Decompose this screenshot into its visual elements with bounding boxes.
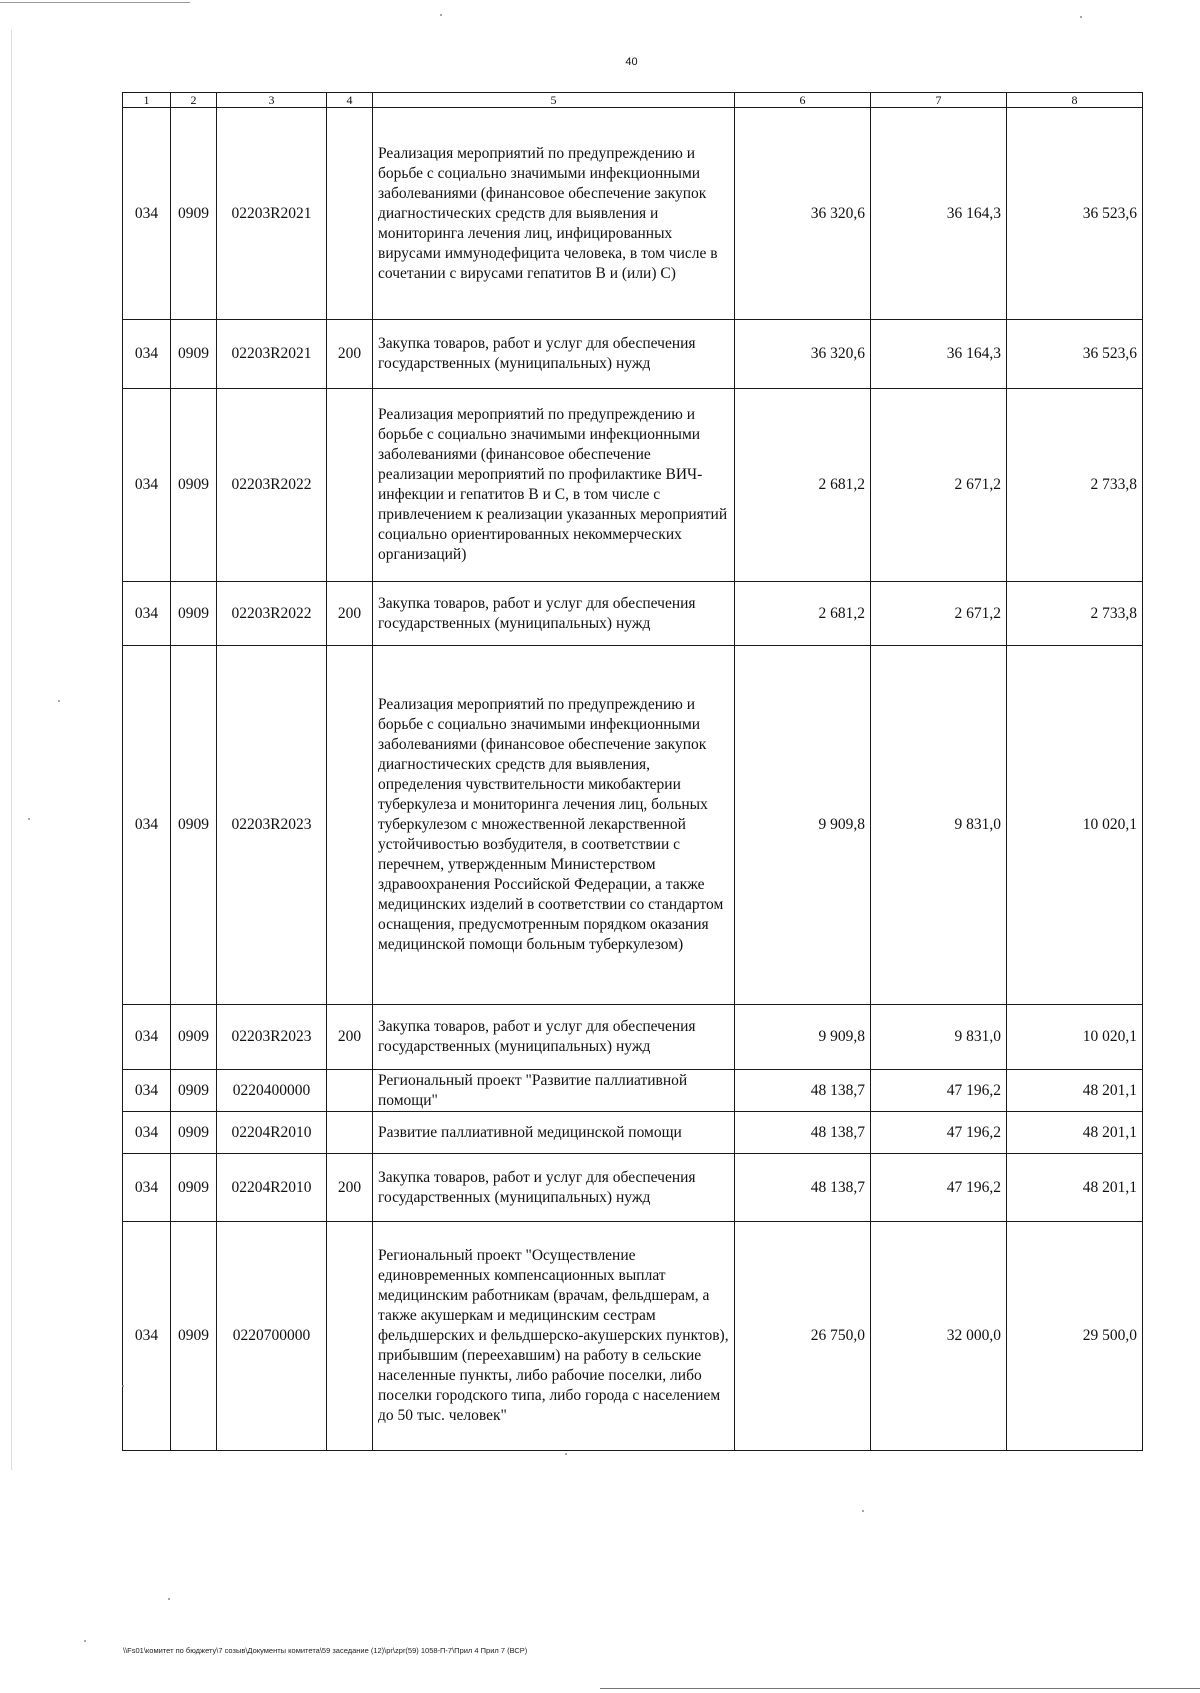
ministry-code: 034: [123, 1005, 171, 1070]
ministry-code: 034: [123, 108, 171, 320]
target-article-code: 02203R2023: [217, 1005, 327, 1070]
footer-file-path: \\Fs01\комитет по бюджету\7 созыв\Документы комитета\59 заседание (12)\pr\zpr(59) 1058-П-7\Прил 4 Прил 7 (ВСР): [123, 1646, 528, 1655]
column-number-header-row: [123, 93, 1143, 108]
amount-col-8: 29 500,0: [1007, 1222, 1143, 1451]
table-row: [123, 1222, 1143, 1451]
scan-speck: [84, 1640, 86, 1642]
amount-col-8: 10 020,1: [1007, 646, 1143, 1005]
scan-speck: [1080, 16, 1082, 18]
scan-artifact-top-line: [0, 2, 190, 3]
amount-col-7: 36 164,3: [871, 108, 1007, 320]
section-code: 0909: [171, 582, 217, 646]
amount-col-6: 48 138,7: [735, 1112, 871, 1154]
row-description: Закупка товаров, работ и услуг для обеспечения государственных (муниципальных) нужд: [373, 1005, 735, 1070]
table-row: [123, 108, 1143, 320]
scan-speck: [440, 14, 442, 16]
section-code: 0909: [171, 646, 217, 1005]
row-description: Региональный проект "Развитие паллиативной помощи": [373, 1070, 735, 1112]
header-col-7: 7: [871, 93, 1007, 108]
expense-type-code: 200: [327, 1154, 373, 1222]
ministry-code: 034: [123, 1112, 171, 1154]
table-row: [123, 646, 1143, 1005]
target-article-code: 02204R2010: [217, 1154, 327, 1222]
amount-col-6: 36 320,6: [735, 320, 871, 389]
amount-col-6: 2 681,2: [735, 389, 871, 582]
amount-col-7: 47 196,2: [871, 1070, 1007, 1112]
target-article-code: 02203R2022: [217, 582, 327, 646]
ministry-code: 034: [123, 1222, 171, 1451]
expense-type-code: 200: [327, 582, 373, 646]
scan-speck: [122, 1385, 124, 1387]
amount-col-8: 36 523,6: [1007, 108, 1143, 320]
amount-col-8: 48 201,1: [1007, 1070, 1143, 1112]
table-row: [123, 1112, 1143, 1154]
ministry-code: 034: [123, 646, 171, 1005]
expense-type-code: [327, 389, 373, 582]
table-row: [123, 1005, 1143, 1070]
section-code: 0909: [171, 320, 217, 389]
expense-type-code: [327, 108, 373, 320]
ministry-code: 034: [123, 1154, 171, 1222]
amount-col-7: 9 831,0: [871, 646, 1007, 1005]
table-row: [123, 582, 1143, 646]
scan-speck: [862, 1510, 864, 1512]
scan-speck: [58, 700, 60, 702]
header-col-4: 4: [327, 93, 373, 108]
budget-table: [122, 92, 1143, 1451]
page-number: 40: [625, 56, 638, 68]
amount-col-6: 2 681,2: [735, 582, 871, 646]
amount-col-6: 9 909,8: [735, 1005, 871, 1070]
amount-col-6: 48 138,7: [735, 1070, 871, 1112]
target-article-code: 02203R2021: [217, 320, 327, 389]
expense-type-code: [327, 1222, 373, 1451]
amount-col-8: 10 020,1: [1007, 1005, 1143, 1070]
section-code: 0909: [171, 1222, 217, 1451]
table-row: [123, 1070, 1143, 1112]
amount-col-8: 48 201,1: [1007, 1112, 1143, 1154]
amount-col-7: 2 671,2: [871, 389, 1007, 582]
scan-artifact-bottom-line: [600, 1688, 1200, 1689]
expense-type-code: 200: [327, 1005, 373, 1070]
table-row: [123, 320, 1143, 389]
amount-col-6: 9 909,8: [735, 646, 871, 1005]
target-article-code: 0220400000: [217, 1070, 327, 1112]
target-article-code: 0220700000: [217, 1222, 327, 1451]
scan-speck: [565, 1453, 567, 1455]
row-description: Реализация мероприятий по предупреждению и борьбе с социально значимыми инфекционными заболеваниями (финансовое обеспечение закупок диагностических средств для выявления и мониторинга лечения лиц, инфицированных вирусами иммунодефицита человека, в том числе в сочетании с вирусами гепатитов В и (или) С): [373, 108, 735, 320]
expense-type-code: 200: [327, 320, 373, 389]
ministry-code: 034: [123, 389, 171, 582]
target-article-code: 02204R2010: [217, 1112, 327, 1154]
header-col-6: 6: [735, 93, 871, 108]
row-description: Закупка товаров, работ и услуг для обеспечения государственных (муниципальных) нужд: [373, 320, 735, 389]
amount-col-7: 2 671,2: [871, 582, 1007, 646]
row-description: Закупка товаров, работ и услуг для обеспечения государственных (муниципальных) нужд: [373, 1154, 735, 1222]
row-description: Региональный проект "Осуществление единовременных компенсационных выплат медицинским работникам (врачам, фельдшерам, а также акушеркам и медицинским сестрам фельдшерских и фельдшерско-акушерских пунктов), прибывшим (переехавшим) на работу в сельские населенные пункты, либо рабочие поселки, либо поселки городского типа, либо города с населением до 50 тыс. человек": [373, 1222, 735, 1451]
header-col-3: 3: [217, 93, 327, 108]
amount-col-6: 48 138,7: [735, 1154, 871, 1222]
amount-col-7: 32 000,0: [871, 1222, 1007, 1451]
amount-col-7: 36 164,3: [871, 320, 1007, 389]
scan-artifact-left-edge: [11, 30, 12, 1470]
row-description: Реализация мероприятий по предупреждению и борьбе с социально значимыми инфекционными заболеваниями (финансовое обеспечение закупок диагностических средств для выявления, определения чувствительности микобактерии туберкулеза и мониторинга лечения лиц, больных туберкулезом с множественной лекарственной устойчивостью возбудителя, в соответствии с перечнем, утвержденным Министерством здравоохранения Российской Федерации, а также медицинских изделий в соответствии со стандартом оснащения, предусмотренным порядком оказания медицинской помощи больным туберкулезом): [373, 646, 735, 1005]
amount-col-8: 2 733,8: [1007, 389, 1143, 582]
section-code: 0909: [171, 1070, 217, 1112]
amount-col-7: 9 831,0: [871, 1005, 1007, 1070]
expense-type-code: [327, 646, 373, 1005]
expense-type-code: [327, 1070, 373, 1112]
target-article-code: 02203R2023: [217, 646, 327, 1005]
amount-col-7: 47 196,2: [871, 1154, 1007, 1222]
header-col-2: 2: [171, 93, 217, 108]
section-code: 0909: [171, 1154, 217, 1222]
header-col-5: 5: [373, 93, 735, 108]
table-row: [123, 1154, 1143, 1222]
scan-speck: [28, 818, 30, 820]
amount-col-8: 2 733,8: [1007, 582, 1143, 646]
target-article-code: 02203R2021: [217, 108, 327, 320]
expense-type-code: [327, 1112, 373, 1154]
section-code: 0909: [171, 108, 217, 320]
section-code: 0909: [171, 1112, 217, 1154]
amount-col-6: 36 320,6: [735, 108, 871, 320]
ministry-code: 034: [123, 320, 171, 389]
scan-speck: [168, 1598, 170, 1600]
ministry-code: 034: [123, 582, 171, 646]
amount-col-8: 48 201,1: [1007, 1154, 1143, 1222]
header-col-1: 1: [123, 93, 171, 108]
header-col-8: 8: [1007, 93, 1143, 108]
row-description: Закупка товаров, работ и услуг для обеспечения государственных (муниципальных) нужд: [373, 582, 735, 646]
table-row: [123, 389, 1143, 582]
target-article-code: 02203R2022: [217, 389, 327, 582]
row-description: Развитие паллиативной медицинской помощи: [373, 1112, 735, 1154]
amount-col-6: 26 750,0: [735, 1222, 871, 1451]
amount-col-7: 47 196,2: [871, 1112, 1007, 1154]
row-description: Реализация мероприятий по предупреждению и борьбе с социально значимыми инфекционными заболеваниями (финансовое обеспечение реализации мероприятий по профилактике ВИЧ-инфекции и гепатитов В и С, в том числе с привлечением к реализации указанных мероприятий социально ориентированных некоммерческих организаций): [373, 389, 735, 582]
section-code: 0909: [171, 389, 217, 582]
amount-col-8: 36 523,6: [1007, 320, 1143, 389]
ministry-code: 034: [123, 1070, 171, 1112]
section-code: 0909: [171, 1005, 217, 1070]
